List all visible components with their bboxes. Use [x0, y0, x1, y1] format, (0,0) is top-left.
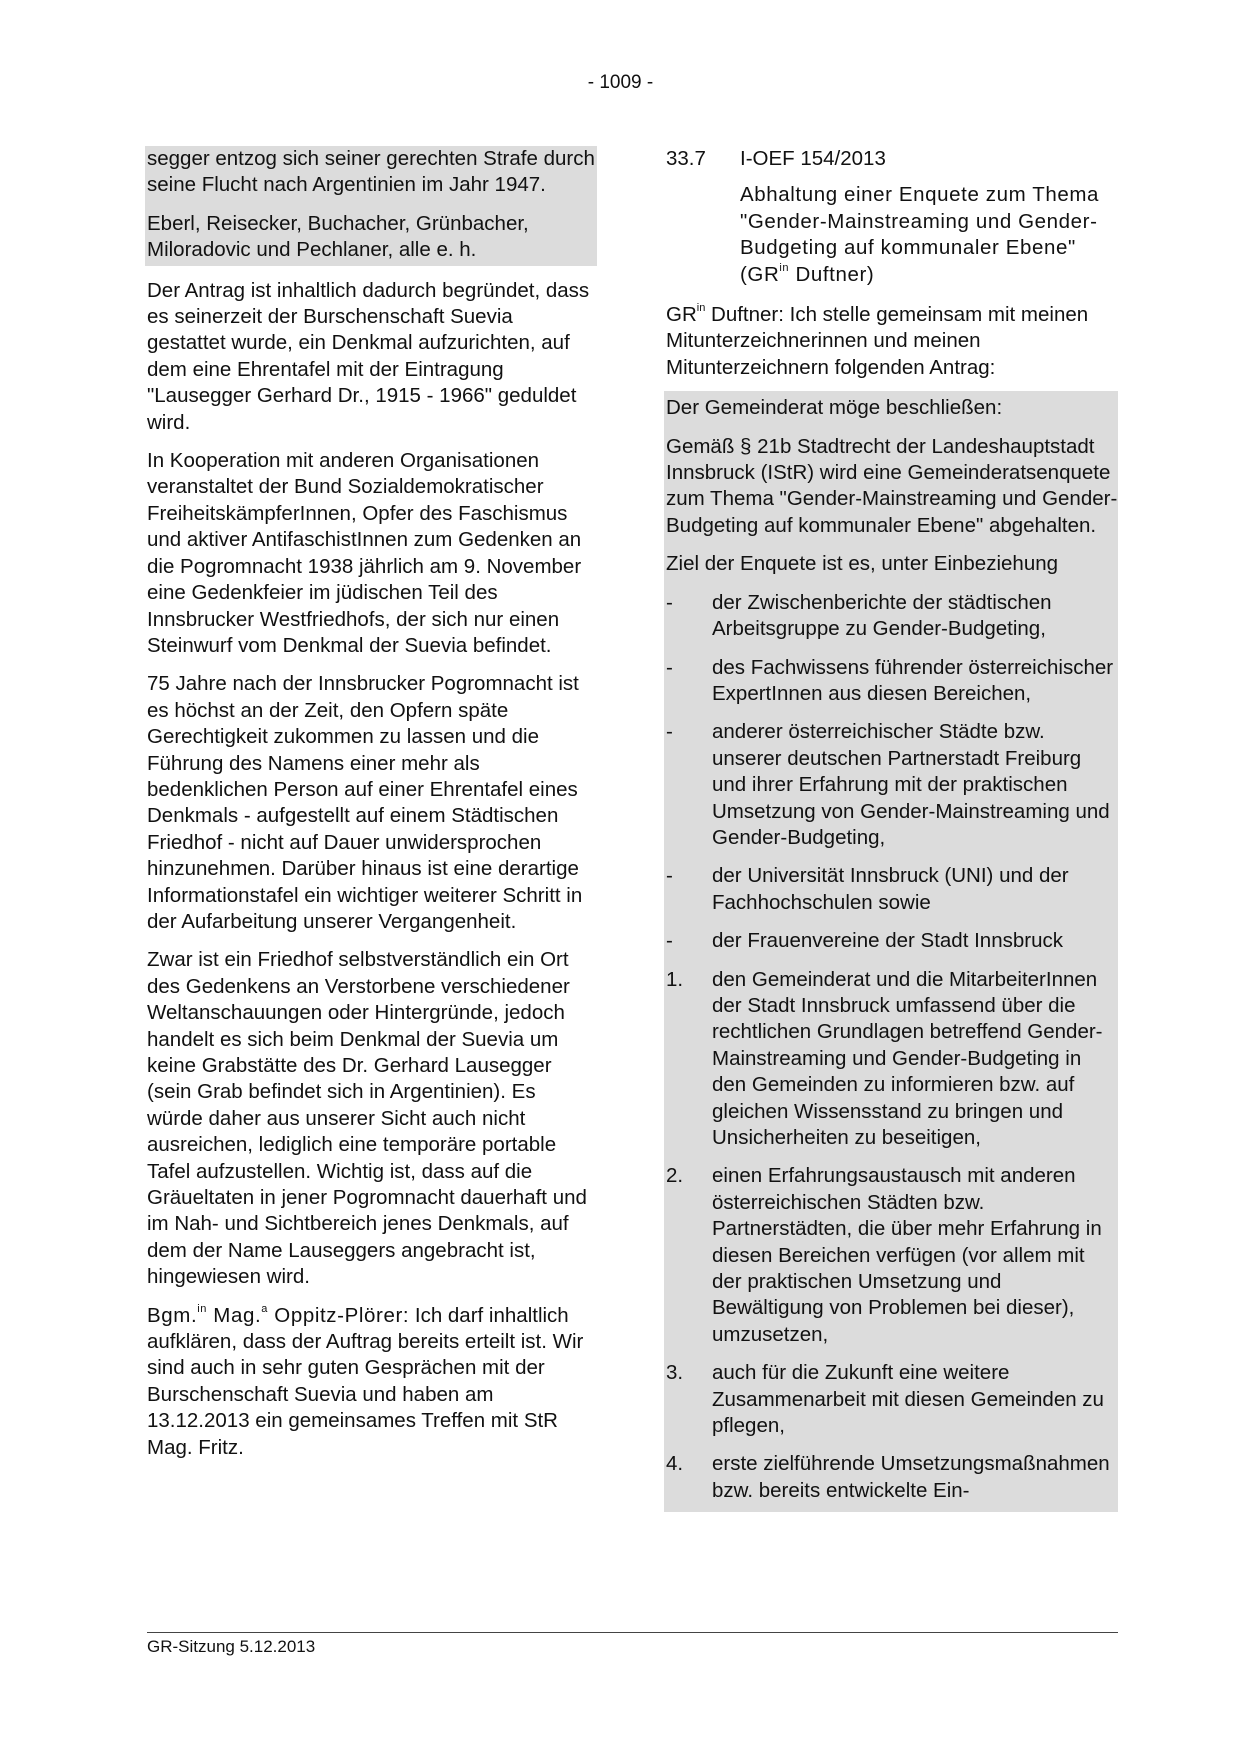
motion-legal-basis: Gemäß § 21b Stadtrecht der Landeshauptstadt Innsbruck (IStR) wird eine Gemeinderatsenquete zum Thema "Gender-Mainstreaming und Gender-Budgeting auf kommunaler Ebene" abgehalten. [666, 434, 1118, 537]
shaded-motion [664, 391, 1118, 1512]
speaker-name: $GR^{in}$ Duftner: [666, 302, 784, 327]
left-column [147, 146, 597, 1473]
paragraph-cooperation: In Kooperation mit anderen Organisationen veranstaltet der Bund Sozialdemokratischer FreiheitskämpferInnen, Opfer des Faschismus und aktiver AntifaschistInnen zum Gedenken an die Pogromnacht 1938 jährlich am 9. November eine Gedenkfeier im jüdischen Teil des Innsbrucker Westfriedhofs, der sich nur einen Steinwurf vom Denkmal der Suevia befindet. [147, 449, 582, 657]
paragraph-cemetery: Zwar ist ein Friedhof selbstverständlich ein Ort des Gedenkens an Verstorbene verschiedener Weltanschauungen oder Hintergründe, jedoch handelt es sich beim Denkmal der Suevia um keine Grabstätte des Dr. Gerhard Lausegger (sein Grab befindet sich in Argentinien). Es würde daher aus unserer Sicht auch nicht ausreichen, lediglich eine temporäre portable Tafel aufzustellen. Wichtig ist, dass auf die Gräueltaten in jener Pogromnacht dauerhaft und im Nah- und Sichtbereich jenes Denkmals, auf dem der Name Lauseggers angebracht ist, hingewiesen wird. [147, 948, 587, 1289]
dash-item: - der Frauenvereine der Stadt Innsbruck [666, 929, 1063, 953]
agenda-title: Abhaltung einer Enquete zum Thema "Gender-Mainstreaming und Gender-Budgeting auf kommunaler Ebene" ($GR^{in}$ Duftner) [740, 183, 1100, 286]
footer-session-date: GR-Sitzung 5.12.2013 [147, 1637, 316, 1656]
motion-intro: Der Gemeinderat möge beschließen: [666, 396, 1003, 420]
dash-item: - der Zwischenberichte der städtischen Arbeitsgruppe zu Gender-Budgeting, [666, 590, 1052, 641]
numbered-item: 3. auch für die Zukunft eine weitere Zusammenarbeit mit diesen Gemeinden zu pflegen, [666, 1361, 1104, 1438]
agenda-heading [666, 146, 1118, 172]
dash-item: - des Fachwissens führender österreichischer ExpertInnen aus diesen Bereichen, [666, 655, 1114, 705]
numbered-item: 2. einen Erfahrungsaustausch mit anderen österreichischen Städten bzw. Partnerstädten, die über mehr Erfahrung in diesen Bereichen verfügen (vor allem mit der praktischen Umsetzung und Bewältigung von Problemen bei dieser), umzusetzen, [666, 1164, 1102, 1346]
speaker-name: Bgm.$^{in}$ Mag.$^a$ Oppitz-Plörer: [147, 1302, 410, 1327]
agenda-number: 33.7 [666, 147, 706, 170]
shaded-motion-end [145, 146, 597, 266]
agenda-code: I-OEF 154/2013 [740, 147, 886, 170]
numbered-item: 1. den Gemeinderat und die MitarbeiterInnen der Stadt Innsbruck umfassend über die rechtlichen Grundlagen betreffend Gender-Mainstreaming und Gender-Budgeting in den Gemeinden zu informieren bzw. auf gleichen Wissensstand zu bringen und Unsicherheiten zu beseitigen, [666, 967, 1103, 1149]
motion-goal: Ziel der Enquete ist es, unter Einbeziehung [666, 552, 1059, 576]
paragraph-reasoning: Der Antrag ist inhaltlich dadurch begründet, dass es seinerzeit der Burschenschaft Suevia gestattet wurde, ein Denkmal aufzurichten, auf dem eine Ehrentafel mit der Eintragung "Lausegger Gerhard Dr., 1915 - 1966" geduldet wird. [147, 278, 590, 434]
paragraph-75-years: 75 Jahre nach der Innsbrucker Pogromnacht ist es höchst an der Zeit, den Opfern späte Gerechtigkeit zukommen zu lassen und die Führung des Namens einer mehr als bedenklichen Person auf einer Ehrentafel eines Denkmals - aufgestellt auf einem Städtischen Friedhof - nicht auf Dauer unwidersprochen hinzunehmen. Darüber hinaus ist eine derartige Informationstafel ein wichtiger weiterer Schritt in der Aufarbeitung unserer Vergangenheit. [147, 672, 583, 933]
numbered-item: 4. erste zielführende Umsetzungsmaßnahmen bzw. bereits entwickelte Ein- [666, 1452, 1110, 1502]
right-column [666, 146, 1118, 1512]
dash-item: - anderer österreichischer Städte bzw. unserer deutschen Partnerstadt Freiburg und ihrer Erfahrung mit der praktischen Umsetzung von Gender-Mainstreaming und Gender-Budgeting, [666, 720, 1110, 849]
speaker-statement-duftner: $GR^{in}$ Duftner: Ich stelle gemeinsam mit meinen Mitunterzeichnerinnen und meinen Mitunterzeichnern folgenden Antrag: [666, 302, 1089, 379]
dash-item: - der Universität Innsbruck (UNI) und der Fachhochschulen sowie [666, 864, 1069, 914]
speaker-statement-mayor: Bgm.$^{in}$ Mag.$^a$ Oppitz-Plörer: Ich darf inhaltlich aufklären, dass der Auftrag bereits erteilt ist. Wir sind auch in sehr guten Gesprächen mit der Burschenschaft Suevia und haben am 13.12.2013 ein gemeinsames Treffen mit StR Mag. Fritz. [147, 1302, 584, 1459]
motion-signatories: Eberl, Reisecker, Buchacher, Grünbacher, Miloradovic und Pechlaner, alle e. h. [147, 211, 529, 262]
footer-divider [147, 1632, 1118, 1633]
page-number: - 1009 - [587, 72, 654, 93]
motion-text-end: segger entzog sich seiner gerechten Strafe durch seine Flucht nach Argentinien im Jahr 1947. [147, 147, 595, 197]
